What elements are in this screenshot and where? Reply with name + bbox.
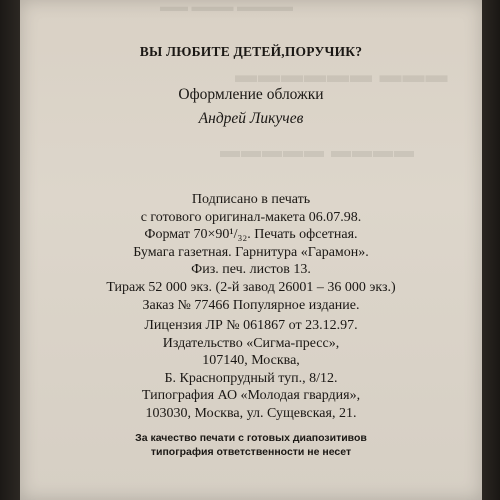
show-through-text: ▬▬▬▬▬ ▬▬▬▬ (220, 140, 415, 162)
imprint-line: Тираж 52 000 экз. (2-й завод 26001 – 36 000 экз.) (106, 279, 396, 295)
imprint-line: Подписано в печать (191, 192, 311, 207)
license-line: Лицензия ЛР № 061867 от 23.12.97. (144, 318, 358, 333)
printer-line: Типография АО «Молодая гвардия», (141, 388, 361, 404)
disclaimer-line: За качество печати с готовых диапозитивов (135, 432, 367, 444)
imprint-block (20, 191, 482, 314)
printer-address-line: 103030, Москва, ул. Сущевская, 21. (145, 405, 357, 421)
publisher-line: Издательство «Сигма-пресс», (162, 335, 340, 351)
imprint-line: с готового оригинал-макета 06.07.98. (140, 209, 362, 225)
book-page (20, 0, 482, 500)
license-block (20, 317, 482, 423)
show-through-text: ▬▬▬▬▬▬ ▬▬▬ (235, 62, 449, 87)
disclaimer-line: типография ответственности не несет (150, 446, 352, 458)
imprint-line: Бумага газетная. Гарнитура «Гарамон». (133, 244, 369, 260)
cover-designer-name: Андрей Ликучев (198, 110, 304, 127)
imprint-line: Физ. печ. листов 13. (191, 262, 311, 278)
imprint-line: Заказ № 77466 Популярное издание. (142, 297, 360, 313)
cover-design-label: Оформление обложки (178, 86, 324, 103)
publisher-address-line: Б. Краснопрудный туп., 8/12. (164, 370, 338, 386)
show-through-text: ▬▬ ▬▬▬ ▬▬▬▬ (160, 0, 293, 15)
publisher-address-line: 107140, Москва, (202, 353, 300, 369)
print-quality-disclaimer (20, 431, 482, 459)
book-title: ВЫ ЛЮБИТЕ ДЕТЕЙ,ПОРУЧИК? (139, 44, 363, 59)
imprint-line: Формат 70×90¹/₃₂. Печать офсетная. (144, 227, 358, 243)
